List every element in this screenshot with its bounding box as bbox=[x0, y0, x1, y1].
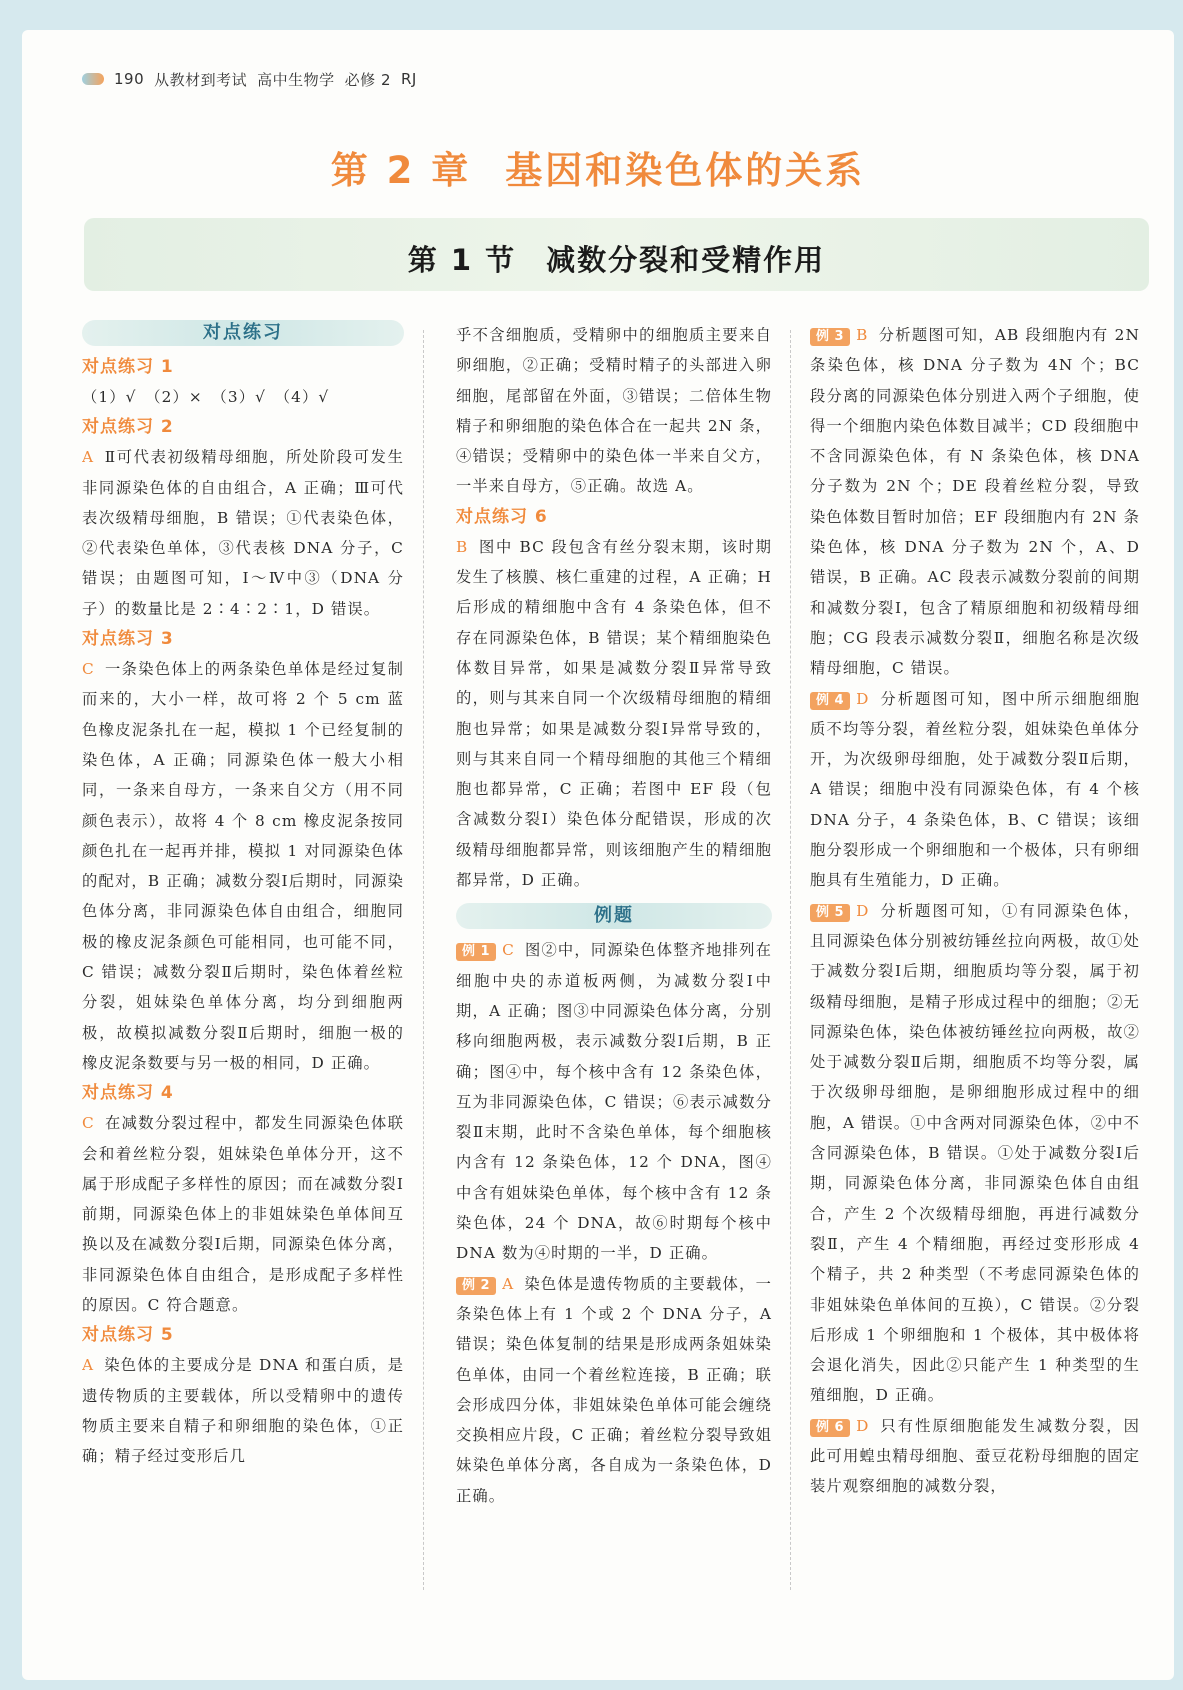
example-6-tag: 例 6 bbox=[810, 1419, 850, 1437]
practice-4-title: 对点练习 4 bbox=[82, 1083, 174, 1104]
practice-3-title: 对点练习 3 bbox=[82, 629, 174, 650]
page-number: 190 bbox=[114, 70, 145, 88]
page-marker-icon bbox=[82, 73, 104, 85]
explanation-text: 图中 BC 段包含有丝分裂末期，该时期发生了核膜、核仁重建的过程，A 正确；H 后形成的精细胞中含有 4 条染色体，但不存在同源染色体，B 错误；某个精细胞染色体数目异常，如果是减数分裂Ⅱ异常导致的，则与其来自同一个次级精母细胞的精细胞也异常；如果是减数分裂Ⅰ异常导致的，则与其来自同一个精母细胞的其他三个精细胞也都异常，C 正确；若图中 EF 段（包含减数分裂Ⅰ）染色体分配错误，形成的次级精母细胞都异常，则该细胞产生的精细胞都异常，D 正确。 bbox=[456, 537, 772, 890]
example-5-tag: 例 5 bbox=[810, 904, 850, 922]
explanation-text: 图②中，同源染色体整齐地排列在细胞中央的赤道板两侧，为减数分裂Ⅰ中期，A 正确；图③中同源染色体分离，分别移向细胞两极，表示减数分裂Ⅰ后期，B 正确；图④中，每个核中含有 12 条染色体，互为非同源染色体，C 错误；⑥表示减数分裂Ⅱ末期，此时不含染色单体，每个细胞核内含有 12 条染色体，12 个 DNA，图④中含有姐妹染色单体，每个核中含有 12 条染色体，24 个 DNA，故⑥时期每个核中 DNA 数为④时期的一半，D 正确。 bbox=[456, 941, 772, 1263]
example-1-tag: 例 1 bbox=[456, 943, 496, 961]
practice-6-explanation bbox=[456, 532, 772, 896]
explanation-text: 分析题图可知，AB 段细胞内有 2N 条染色体，核 DNA 分子数为 4N 个；BC 段分离的同源染色体分别进入两个子细胞，使得一个细胞内染色体数目减半；CD 段细胞中不含同源染色体，有 N 条染色体，核 DNA 分子数为 2N 个；DE 段着丝粒分裂，导致染色体数目暂时加倍；EF 段细胞内有 2N 条染色体，核 DNA 分子数为 2N 个，A、D 错误，B 正确。AC 段表示减数分裂前的间期和减数分裂Ⅰ，包含了精原细胞和初级精母细胞；CG 段表示减数分裂Ⅱ，细胞名称是次级精母细胞，C 错误。 bbox=[810, 326, 1140, 678]
page-header bbox=[82, 68, 417, 90]
answer-letter: A bbox=[82, 448, 95, 467]
explanation-text: 一条染色体上的两条染色单体是经过复制而来的，大小一样，故可将 2 个 5 cm 蓝色橡皮泥条扎在一起，模拟 1 个已经复制的染色体，A 正确；同源染色体一般大小相同，一条来自母方，一条来自父方（用不同颜色表示），故将 4 个 8 cm 橡皮泥条按同颜色扎在一起再并排，模拟 1 对同源染色体的配对，B 正确；减数分裂Ⅰ后期时，同源染色体分离，非同源染色体自由组合，细胞同极的橡皮泥条颜色可能相同，也可能不同，C 错误；减数分裂Ⅱ后期时，染色体着丝粒分裂，姐妹染色单体分离，均分到细胞两极，故模拟减数分裂Ⅱ后期时，细胞一极的橡皮泥条数要与另一极的相同，D 正确。 bbox=[82, 660, 404, 1072]
chapter-name: 基因和染色体的关系 bbox=[505, 149, 866, 192]
example-4-tag: 例 4 bbox=[810, 692, 850, 710]
explanation-text: Ⅱ可代表初级精母细胞，所处阶段可发生非同源染色体的自由组合，A 正确；Ⅲ可代表次级精母细胞，B 错误；①代表染色体，②代表染色单体，③代表核 DNA 分子，C 错误；由题图可知，Ⅰ～Ⅳ中③（DNA 分子）的数量比是 2∶4∶2∶1，D 错误。 bbox=[82, 448, 404, 618]
chapter-label: 第 2 章 bbox=[330, 149, 472, 192]
explanation-text: 只有性原细胞能发生减数分裂，因此可用蝗虫精母细胞、蚕豆花粉母细胞的固定装片观察细胞的减数分裂， bbox=[810, 1416, 1140, 1496]
practice-3-explanation bbox=[82, 654, 404, 1078]
column-divider bbox=[423, 330, 424, 1590]
practice-4-explanation bbox=[82, 1108, 404, 1320]
book-volume: 必修 2 bbox=[344, 70, 391, 89]
example-1-explanation bbox=[456, 935, 772, 1268]
answer-letter: D bbox=[856, 689, 870, 708]
example-2-explanation bbox=[456, 1269, 772, 1511]
answer-letter: C bbox=[82, 1114, 95, 1133]
explanation-text: 染色体的主要成分是 DNA 和蛋白质，是遗传物质的主要载体，所以受精卵中的遗传物质主要来自精子和卵细胞的染色体，①正确；精子经过变形后几 bbox=[82, 1356, 404, 1466]
explanation-text: 染色体是遗传物质的主要载体，一条染色体上有 1 个或 2 个 DNA 分子，A 错误；染色体复制的结果是形成两条姐妹染色单体，由同一个着丝粒连接，B 正确；联会形成四分体，非姐妹染色单体可能会缠绕交换相应片段，C 正确；着丝粒分裂导致姐妹染色单体分离，各自成为一条染色体，D 正确。 bbox=[456, 1274, 772, 1505]
example-2-tag: 例 2 bbox=[456, 1277, 496, 1295]
column-divider bbox=[790, 330, 791, 1590]
section-title bbox=[84, 238, 1149, 279]
example-6-explanation bbox=[810, 1411, 1140, 1502]
practice-band: 对点练习 bbox=[82, 320, 404, 346]
explanation-text: 分析题图可知，图中所示细胞细胞质不均等分裂，着丝粒分裂，姐妹染色单体分开，为次级卵母细胞，处于减数分裂Ⅱ后期，A 错误；细胞中没有同源染色体，有 4 个核 DNA 分子，4 条染色体，B、C 错误；该细胞分裂形成一个卵细胞和一个极体，只有卵细胞具有生殖能力，D 正确。 bbox=[810, 689, 1140, 890]
page bbox=[22, 30, 1174, 1680]
answer-letter: D bbox=[856, 1416, 870, 1435]
book-series: 从教材到考试 bbox=[154, 70, 248, 89]
example-3-tag: 例 3 bbox=[810, 328, 850, 346]
answer-letter: C bbox=[502, 941, 515, 960]
practice-2-explanation bbox=[82, 442, 404, 624]
example-5-explanation bbox=[810, 896, 1140, 1411]
section-label: 第 1 节 bbox=[407, 243, 517, 277]
practice-5-continued: 乎不含细胞质，受精卵中的细胞质主要来自卵细胞，②正确；受精时精子的头部进入卵细胞，尾部留在外面，③错误；二倍体生物精子和卵细胞的染色体合在一起共 2N 条，④错误；受精卵中的染色体一半来自父方，一半来自母方，⑤正确。故选 A。 bbox=[456, 326, 772, 496]
practice-1-answer: （1）√ （2）× （3）√ （4）√ bbox=[82, 388, 330, 406]
explanation-text: 在减数分裂过程中，都发生同源染色体联会和着丝粒分裂，姐妹染色单体分开，这不属于形成配子多样性的原因；而在减数分裂Ⅰ前期，同源染色体上的非姐妹染色单体间互换以及在减数分裂Ⅰ后期，同源染色体分离，非同源染色体自由组合，是形成配子多样性的原因。C 符合题意。 bbox=[82, 1114, 404, 1315]
practice-1-title: 对点练习 1 bbox=[82, 357, 174, 377]
example-band: 例题 bbox=[456, 903, 772, 929]
column-left bbox=[82, 320, 404, 1650]
column-middle bbox=[456, 320, 772, 1650]
example-3-explanation bbox=[810, 320, 1140, 684]
book-subject: 高中生物学 bbox=[257, 70, 335, 89]
answer-letter: C bbox=[82, 660, 95, 679]
chapter-title bbox=[22, 140, 1174, 194]
example-4-explanation bbox=[810, 684, 1140, 896]
section-banner bbox=[84, 218, 1149, 291]
practice-6-title: 对点练习 6 bbox=[456, 506, 548, 527]
answer-letter: B bbox=[456, 537, 469, 556]
column-right bbox=[810, 320, 1140, 1650]
practice-5-title: 对点练习 5 bbox=[82, 1325, 174, 1346]
practice-2-title: 对点练习 2 bbox=[82, 417, 174, 438]
practice-5-explanation bbox=[82, 1350, 404, 1471]
explanation-text: 分析题图可知，①有同源染色体，且同源染色体分别被纺锤丝拉向两极，故①处于减数分裂Ⅰ后期，细胞质均等分裂，属于初级精母细胞，是精子形成过程中的细胞；②无同源染色体，染色体被纺锤丝拉向两极，故②处于减数分裂Ⅱ后期，细胞质不均等分裂，属于次级卵母细胞，是卵细胞形成过程中的细胞，A 错误。①中含两对同源染色体，②中不含同源染色体，B 错误。①处于减数分裂Ⅰ后期，同源染色体分离，非同源染色体自由组合，产生 2 个次级精母细胞，再进行减数分裂Ⅱ，产生 4 个精细胞，再经过变形形成 4 个精子，共 2 种类型（不考虑同源染色体的非姐妹染色单体间的互换），C 错误。②分裂后形成 1 个卵细胞和 1 个极体，其中极体将会退化消失，因此②只能产生 1 种类型的生殖细胞，D 正确。 bbox=[810, 901, 1140, 1405]
answer-letter: B bbox=[856, 326, 869, 344]
section-name: 减数分裂和受精作用 bbox=[546, 243, 826, 277]
answer-letter: A bbox=[502, 1274, 515, 1293]
answer-letter: A bbox=[82, 1356, 95, 1375]
book-edition: RJ bbox=[400, 70, 417, 88]
answer-letter: D bbox=[856, 901, 870, 920]
